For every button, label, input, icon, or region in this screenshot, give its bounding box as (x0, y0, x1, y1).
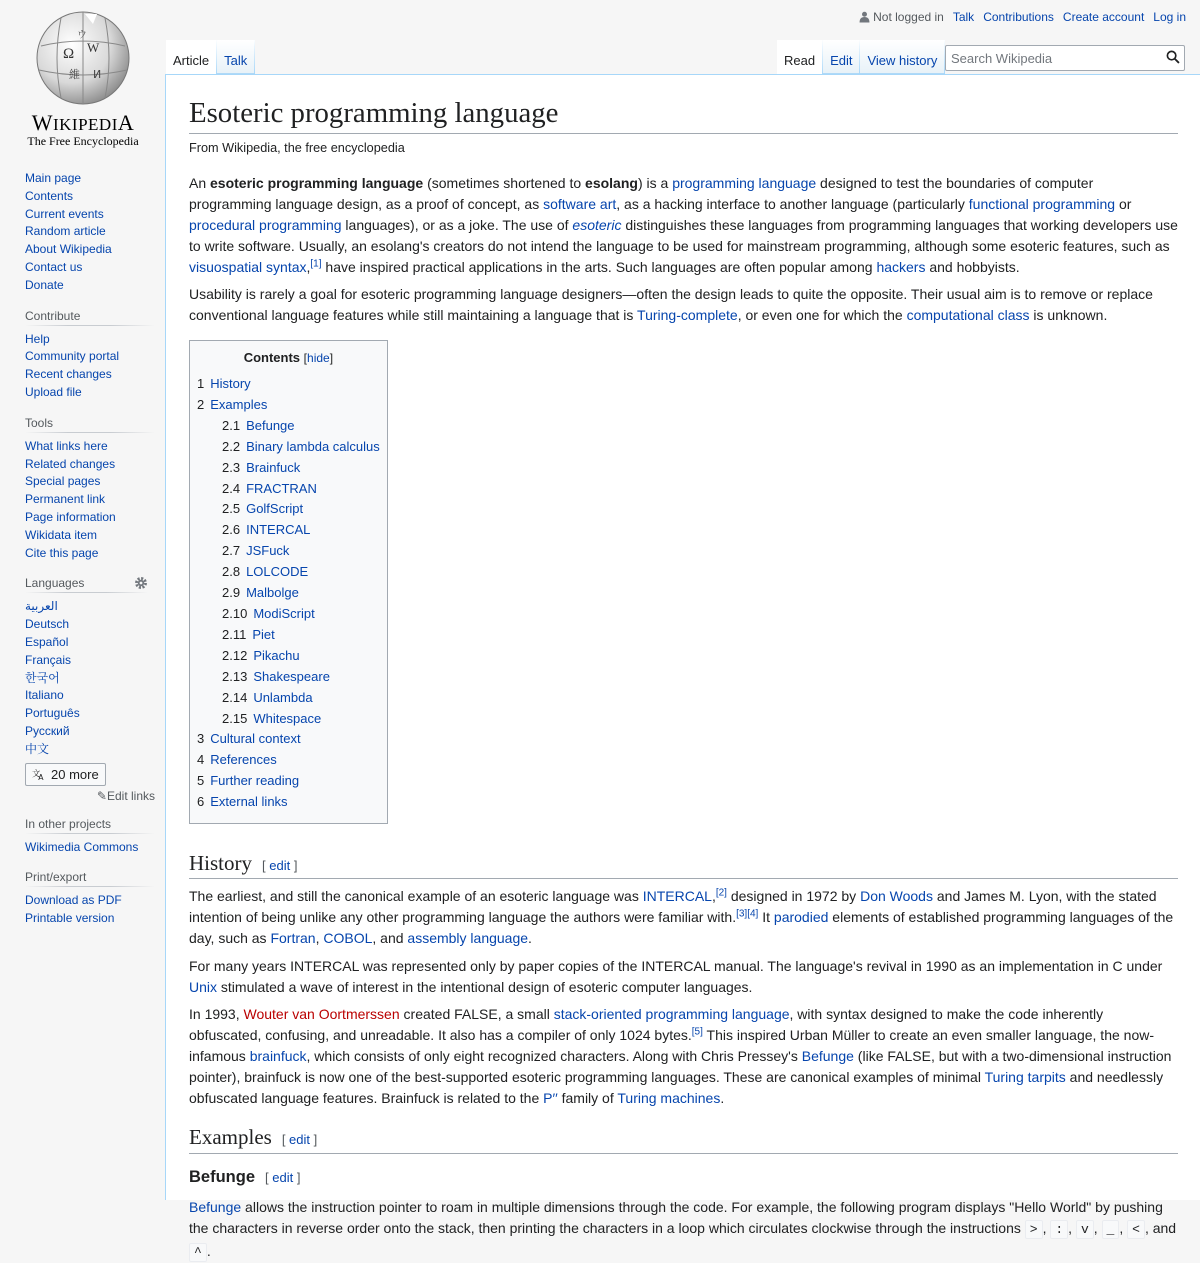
reference-2[interactable]: [2] (715, 887, 727, 899)
toc-number: 2.15 (222, 710, 248, 726)
contributions-link[interactable]: Contributions (983, 10, 1054, 24)
edit-links[interactable]: ✎Edit links (96, 788, 155, 803)
list-item (25, 687, 148, 705)
svg-text:W: W (87, 40, 100, 55)
toc-number: 2.1 (222, 417, 241, 433)
toc-link[interactable]: FRACTRAN (246, 480, 317, 496)
toc-item[interactable] (197, 479, 380, 500)
toc-item[interactable] (197, 499, 380, 520)
link-intercal[interactable]: INTERCAL (642, 888, 712, 905)
toc-item[interactable] (197, 667, 380, 688)
list-item (25, 509, 155, 527)
list-item (25, 384, 155, 402)
link-functional-programming[interactable]: functional programming (968, 196, 1116, 213)
list-item (25, 741, 148, 759)
sidebar-print-link[interactable]: Printable version (25, 911, 115, 926)
section-examples-heading: Examples [ edit ] (189, 1124, 1178, 1153)
toc-link[interactable]: References (210, 752, 277, 768)
edit-examples-link[interactable]: edit (289, 1132, 311, 1148)
link-don-woods[interactable]: Don Woods (860, 888, 933, 905)
link-procedural-programming[interactable]: procedural programming (189, 217, 342, 234)
sidebar-tools-link[interactable]: Special pages (25, 474, 101, 489)
search-icon (1166, 50, 1180, 64)
sidebar-tools-link[interactable]: Page information (25, 509, 116, 524)
table-of-contents (189, 340, 388, 824)
sidebar-nav-link[interactable]: Contents (25, 188, 74, 203)
tab-read[interactable]: Read (777, 40, 823, 74)
view-tabs (777, 40, 945, 74)
other-projects-heading: In other projects (25, 817, 155, 835)
toc-number: 2.7 (222, 543, 241, 559)
list-item (25, 892, 155, 910)
print-portal (25, 870, 155, 928)
sidebar-language-link[interactable]: Deutsch (25, 617, 70, 632)
toc-number: 5 (197, 773, 205, 789)
toc-item[interactable] (197, 437, 380, 458)
sidebar-tools-link[interactable]: What links here (25, 438, 108, 453)
reference-5[interactable]: [5] (691, 1026, 703, 1038)
toc-item[interactable] (197, 374, 380, 395)
toc-item[interactable] (197, 541, 380, 562)
toc-number: 3 (197, 731, 205, 747)
section-history-heading: History [ edit ] (189, 850, 1178, 879)
languages-heading: Languages (25, 575, 85, 590)
puzzle-globe-icon (33, 8, 133, 108)
list-item (25, 259, 155, 277)
sidebar-nav-link[interactable]: Main page (25, 171, 82, 185)
toc-link[interactable]: External links (210, 794, 288, 810)
sidebar-language-link[interactable]: Português (25, 706, 80, 721)
toc-item[interactable] (197, 583, 380, 604)
tagline: The Free Encyclopedia (27, 134, 139, 148)
talk-link[interactable]: Talk (952, 10, 975, 24)
toc-item[interactable] (197, 625, 380, 646)
sidebar-nav-link[interactable]: Random article (25, 224, 106, 239)
edit-befunge-link[interactable]: edit (272, 1169, 294, 1185)
login-link[interactable]: Log in (1153, 10, 1186, 24)
toc-item[interactable] (197, 416, 380, 437)
tab-view-history[interactable]: View history (860, 40, 945, 74)
svg-text:A: A (38, 772, 44, 782)
list-item (25, 598, 148, 616)
tools-list (25, 438, 155, 563)
languages-portal (25, 576, 148, 785)
page-title: Esoteric programming language (189, 95, 1178, 134)
list-item (25, 634, 148, 652)
sidebar-print-link[interactable]: Download as PDF (25, 893, 122, 908)
list-item (25, 545, 155, 563)
link-turing-tarpits[interactable]: Turing tarpits (984, 1068, 1066, 1085)
link-visuospatial-syntax[interactable]: visuospatial syntax (189, 258, 307, 275)
sidebar-tools-link[interactable]: Wikidata item (25, 527, 98, 542)
link-wouter-van-oortmerssen[interactable]: Wouter van Oortmerssen (243, 1006, 400, 1023)
wikipedia-logo[interactable] (22, 8, 144, 148)
link-befunge[interactable]: Befunge (801, 1047, 854, 1064)
sidebar-other-project-link[interactable]: Wikimedia Commons (25, 839, 139, 854)
list-item (25, 170, 155, 188)
svg-text:ウ: ウ (77, 30, 87, 41)
list-item (25, 456, 155, 474)
toc-number: 2.13 (222, 668, 248, 684)
sidebar-language-link[interactable]: العربية (25, 599, 58, 614)
languages-list (25, 598, 148, 758)
toc-number: 2.3 (222, 459, 241, 475)
contribute-list (25, 331, 155, 402)
list-item (25, 241, 155, 259)
sidebar-language-link[interactable]: 中文 (25, 741, 50, 756)
toc-title: Contents [hide] (243, 350, 334, 365)
toc-item[interactable] (197, 750, 380, 771)
link-cobol[interactable]: COBOL (323, 929, 373, 946)
link-p-double-prime[interactable]: P′′ (543, 1089, 558, 1106)
nav-portal (25, 170, 155, 295)
befunge-paragraph: Befunge allows the instruction pointer to roam in multiple dimensions through the code. For example, the following program displays "Hello World" by pushing the characters in reverse order onto the stack, then printing the characters in a loop which circulates clockwise through the instructions > , : , v , _ , < , and ^ . (189, 1198, 1177, 1260)
sidebar-nav-link[interactable]: Current events (25, 206, 104, 221)
gear-icon[interactable] (134, 576, 148, 590)
list-item (25, 277, 155, 295)
link-brainfuck[interactable]: brainfuck (249, 1047, 307, 1064)
toc-link[interactable]: Binary lambda calculus (246, 438, 380, 454)
reference-4[interactable]: [4] (747, 908, 759, 920)
link-programming-language[interactable]: programming language (672, 175, 817, 192)
sidebar-nav-link[interactable]: Donate (25, 277, 64, 292)
search-button[interactable] (1166, 50, 1180, 69)
list-item (25, 348, 155, 366)
namespace-tabs (166, 40, 255, 74)
toc-item[interactable] (197, 458, 380, 479)
sidebar (0, 170, 165, 928)
svg-text:維: 維 (69, 68, 80, 81)
toc-list (197, 374, 380, 813)
sidebar-contribute-link[interactable]: Upload file (25, 384, 82, 399)
search-box (945, 45, 1185, 71)
search-input[interactable] (946, 46, 1156, 70)
edit-history-link[interactable]: edit (269, 858, 291, 874)
contribute-heading: Contribute (25, 309, 155, 327)
svg-text:文: 文 (32, 768, 41, 779)
user-icon (859, 11, 870, 23)
languages-header (25, 576, 148, 594)
list-item (25, 491, 155, 509)
toc-link[interactable]: ModiScript (253, 605, 315, 621)
other-projects-portal (25, 817, 155, 857)
contribute-portal (25, 309, 155, 402)
sidebar-contribute-link[interactable]: Recent changes (25, 367, 112, 382)
toc-link[interactable]: Befunge (246, 417, 295, 433)
toc-link[interactable]: Piet (252, 626, 275, 642)
list-item (25, 223, 155, 241)
sidebar-language-link[interactable]: Español (25, 634, 69, 649)
toc-number: 2.9 (222, 585, 241, 601)
intro-paragraph-2: Usability is rarely a goal for esoteric programming language designers—often the design leads to quite the opposite. Their usual aim is to remove or replace conventional language features while still maintaining a language that is Turing-complete, or even one for which the computational class is unknown. (189, 286, 1153, 324)
toc-item[interactable] (197, 395, 380, 416)
toc-link[interactable]: JSFuck (246, 543, 290, 559)
toc-item[interactable] (197, 792, 380, 813)
list-item (25, 839, 155, 857)
list-item (25, 670, 148, 688)
history-paragraph-3: In 1993, Wouter van Oortmerssen created FALSE, a small stack-oriented programming language, with syntax designed to make the code inherently obfuscated, confusing, and unreadable. It also has a compiler of only 1024 bytes.[5] This inspired Urban Müller to create an even smaller language, the now-infamous brainfuck, which consists of only eight recognized characters. Along with Chris Pressey's Befunge (like FALSE, but with a two-dimensional instruction pointer), brainfuck is now one of the best-supported esoteric programming languages. These are canonical examples of minimal Turing tarpits and needlessly obfuscated language features. Brainfuck is related to the P′′ family of Turing machines. (189, 1006, 1172, 1106)
tab-article[interactable]: Article (166, 40, 217, 74)
sidebar-language-link[interactable]: 한국어 (25, 670, 60, 685)
toc-link[interactable]: INTERCAL (246, 522, 311, 538)
toc-number: 2.4 (222, 480, 241, 496)
toc-number: 2.10 (222, 605, 248, 621)
link-stack-oriented[interactable]: stack-oriented programming language (553, 1006, 790, 1023)
toc-number: 4 (197, 752, 205, 768)
toc-link[interactable]: LOLCODE (246, 564, 309, 580)
toc-number: 6 (197, 794, 205, 810)
toc-link[interactable]: GolfScript (246, 501, 304, 517)
toc-link[interactable]: Brainfuck (246, 459, 301, 475)
toc-item[interactable] (197, 688, 380, 709)
toc-link[interactable]: Malbolge (246, 585, 299, 601)
history-paragraph-2: For many years INTERCAL was represented only by paper copies of the INTERCAL manual. The language's revival in 1990 as an implementation in C under Unix stimulated a wave of interest in the intentional design of esoteric computer languages. (189, 957, 1163, 995)
svg-text:Ω: Ω (63, 46, 75, 62)
print-heading: Print/export (25, 870, 155, 888)
toc-number: 2.6 (222, 522, 241, 538)
tab-talk[interactable]: Talk (217, 40, 255, 74)
toc-number: 2.12 (222, 647, 248, 663)
toc-item[interactable] (197, 520, 380, 541)
link-assembly-language[interactable]: assembly language (407, 929, 529, 946)
toc-number: 2.8 (222, 564, 241, 580)
toc-link[interactable]: Shakespeare (253, 668, 330, 684)
toc-link[interactable]: Further reading (210, 773, 300, 789)
sidebar-nav-link[interactable]: About Wikipedia (25, 242, 112, 257)
print-list (25, 892, 155, 928)
tools-portal (25, 416, 155, 563)
list-item (25, 910, 155, 928)
sidebar-nav-link[interactable]: Contact us (25, 259, 83, 274)
tools-heading: Tools (25, 416, 155, 434)
list-item (25, 473, 155, 491)
create-account-link[interactable]: Create account (1062, 10, 1145, 24)
toc-link[interactable]: Unlambda (253, 689, 313, 705)
link-fortran[interactable]: Fortran (270, 929, 316, 946)
sidebar-language-link[interactable]: Русский (25, 723, 70, 738)
toc-item[interactable] (197, 771, 380, 792)
link-unix[interactable]: Unix (189, 978, 218, 995)
sidebar-tools-link[interactable]: Permanent link (25, 492, 106, 507)
section-befunge-heading: Befunge [ edit ] (189, 1167, 301, 1186)
sidebar-language-link[interactable]: Italiano (25, 688, 64, 703)
list-item (25, 723, 148, 741)
toc-number: 2.11 (222, 626, 247, 642)
more-languages-button[interactable]: 文 A 20 more (25, 763, 106, 786)
language-icon (32, 768, 46, 781)
link-turing-complete[interactable]: Turing-complete (637, 307, 738, 324)
list-item (25, 616, 148, 634)
sidebar-language-link[interactable]: Français (25, 652, 72, 667)
link-esoteric[interactable]: esoteric (572, 217, 622, 234)
toc-item[interactable] (197, 562, 380, 583)
link-software-art[interactable]: software art (543, 196, 617, 213)
toc-number: 1 (197, 376, 205, 391)
toc-item[interactable] (197, 729, 380, 750)
reference-3[interactable]: [3] (736, 908, 748, 920)
main-content (165, 74, 1200, 1260)
toc-number: 2.14 (222, 689, 248, 705)
reference-1[interactable]: [1] (310, 257, 322, 269)
link-befunge-2[interactable]: Befunge (189, 1198, 242, 1215)
toc-number: 2 (197, 396, 205, 412)
sidebar-contribute-link[interactable]: Community portal (25, 349, 120, 364)
toc-link[interactable]: History (210, 376, 251, 391)
list-item (25, 652, 148, 670)
toc-number: 2.2 (222, 438, 241, 454)
site-subtitle: From Wikipedia, the free encyclopedia (189, 141, 405, 156)
list-item (25, 366, 155, 384)
toc-number: 2.5 (222, 501, 241, 517)
toc-link[interactable]: Cultural context (210, 731, 301, 747)
pencil-icon: ✎ (96, 788, 107, 803)
sidebar-tools-link[interactable]: Cite this page (25, 545, 99, 560)
intro-paragraph-1: An esoteric programming language (sometimes shortened to esolang) is a programming language designed to test the boundaries of computer programming language design, as a proof of concept, as software art, as a hacking interface to another language (particularly functional programming or procedural programming languages), or as a joke. The use of esoteric distinguishes these languages from programming languages that working developers use to write software. Usually, an esolang's creators do not intend the language to be used for mainstream programming, although some esoteric features, such as visuospatial syntax,[1] have inspired practical applications in the arts. Such languages are often popular among hackers and hobbyists. (189, 175, 1178, 275)
toc-link[interactable]: Examples (210, 396, 268, 412)
link-parodied[interactable]: parodied (773, 909, 829, 926)
personal-tools (859, 10, 1186, 24)
list-item (25, 438, 155, 456)
link-turing-machines[interactable]: Turing machines (617, 1089, 721, 1106)
list-item (25, 527, 155, 545)
list-item (25, 705, 148, 723)
list-item (25, 206, 155, 224)
svg-text:И: И (93, 68, 102, 81)
other-projects-list (25, 839, 155, 857)
history-paragraph-1: The earliest, and still the canonical example of an esoteric language was INTERCAL,[2] designed in 1972 by Don Woods and James M. Lyon, with the stated intention of being unlike any other programming language the authors were familiar with.[3][4] It parodied elements of established programming languages of the day, such as Fortran, COBOL, and assembly language. (189, 887, 1174, 946)
toc-link[interactable]: Pikachu (253, 647, 300, 663)
toc-item[interactable] (197, 709, 380, 730)
list-item (25, 331, 155, 349)
toc-link[interactable]: Whitespace (253, 710, 322, 726)
list-item (25, 188, 155, 206)
not-logged-in: Not logged in (859, 10, 944, 24)
sidebar-contribute-link[interactable]: Help (25, 331, 50, 346)
toc-item[interactable] (197, 604, 380, 625)
wordmark: WIKIPEDIA (31, 110, 135, 135)
navigation-list (25, 170, 155, 295)
link-computational-class[interactable]: computational class (906, 307, 1030, 324)
link-hackers[interactable]: hackers (876, 258, 926, 275)
toc-hide-toggle[interactable]: hide (307, 351, 330, 365)
toc-item[interactable] (197, 646, 380, 667)
tab-edit[interactable]: Edit (823, 40, 860, 74)
sidebar-tools-link[interactable]: Related changes (25, 456, 116, 471)
